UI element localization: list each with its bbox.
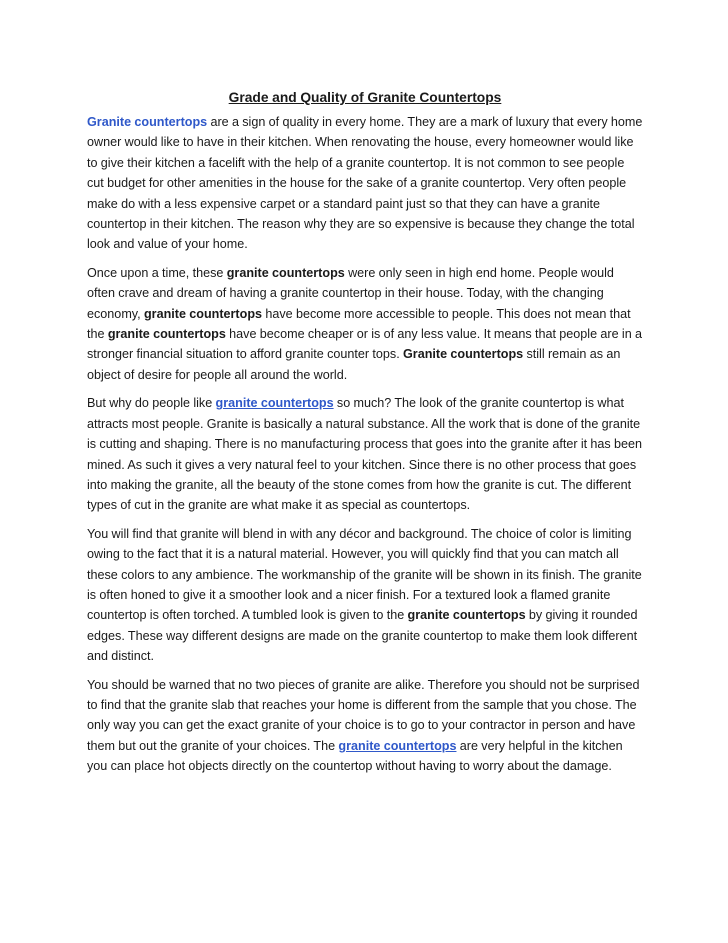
paragraph-text: You should be warned that no two pieces of granite are alike. Therefore you should not be surprised to find that the granite slab that reaches your home is different from the sample that you chose. The only way you can get the exact granite of your choice is to go to your contractor in person and have them but out the granite of your choices. The	[87, 677, 640, 753]
paragraph-text: still remain as an object of desire for people all around the world.	[87, 347, 621, 382]
paragraph-3	[87, 393, 643, 515]
paragraph-text: have become more accessible to people. This does not mean that the	[87, 306, 631, 342]
granite-countertops-link[interactable]: Granite countertops	[87, 115, 208, 129]
bold-keyword: granite countertops	[107, 327, 226, 342]
granite-countertops-link[interactable]: granite countertops	[338, 738, 457, 753]
bold-keyword: Granite countertops	[403, 347, 524, 362]
paragraph-4	[87, 524, 643, 667]
granite-countertops-link[interactable]: granite countertops	[215, 396, 334, 411]
paragraph-1	[87, 112, 643, 255]
paragraph-text: Once upon a time, these	[87, 265, 227, 280]
page-title: Grade and Quality of Granite Countertops	[228, 90, 502, 105]
bold-keyword: granite countertops	[407, 608, 526, 623]
paragraph-text: are a sign of quality in every home. They are a mark of luxury that every home owner would like to have in their kitchen. When renovating the house, every homeowner would like to give their kitchen a facelift with the help of a granite countertop. It is not common to see people cut budget for other amenities in the house for the sake of a granite countertop. Very often people make do with a less expensive carpet or a standard paint just so that they can have a granite countertop in their kitchen. The reason why they are so expensive is because they change the total look and value of your home.	[87, 115, 643, 252]
paragraph-text: by giving it rounded edges. These way different designs are made on the granite countertop to make them look different and distinct.	[87, 608, 638, 664]
bold-keyword: granite countertops	[143, 306, 263, 321]
paragraph-list	[87, 112, 643, 777]
bold-keyword: granite countertops	[226, 265, 345, 280]
paragraph-text: But why do people like	[87, 396, 216, 411]
document-body	[87, 88, 643, 785]
paragraph-text: have become cheaper or is of any less value. It means that people are in a stronger financial situation to afford granite counter tops.	[87, 327, 643, 362]
paragraph-text: are very helpful in the kitchen you can place hot objects directly on the countertop without having to worry about the damage.	[87, 738, 623, 774]
paragraph-text: were only seen in high end home. People would often crave and dream of having a granite countertop in their house. Today, with the changing economy,	[87, 265, 614, 321]
paragraph-2	[87, 263, 643, 385]
paragraph-text: You will find that granite will blend in with any décor and background. The choice of color is limiting owing to the fact that it is a natural material. However, you will quickly find that you can match all these colors to any ambience. The workmanship of the granite will be shown in its finish. The granite is often honed to give it a smoother look and a nicer finish. For a textured look a flamed granite countertop is often torched. A tumbled look is given to the	[87, 526, 642, 623]
paragraph-text: so much? The look of the granite countertop is what attracts most people. Granite is basically a natural substance. All the work that is done of the granite is cutting and shaping. There is no manufacturing process that goes into the granite after it has been mined. As such it gives a very natural feel to your kitchen. Since there is no other process that goes into making the granite, all the beauty of the stone comes from how the granite is cut. The different types of cut in the granite are what make it as special as countertops.	[87, 396, 643, 513]
paragraph-5	[87, 675, 643, 777]
